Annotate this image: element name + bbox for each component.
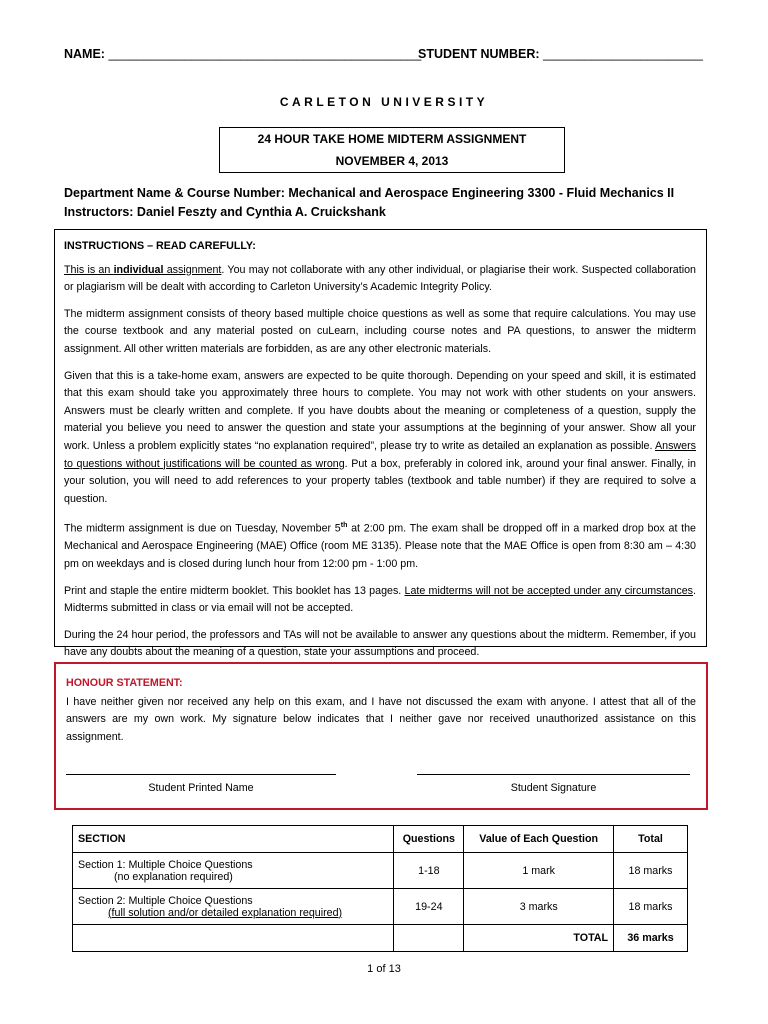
total-label: TOTAL xyxy=(464,925,614,952)
section-name: Section 2: Multiple Choice Questions xyxy=(78,894,253,907)
university-name: CARLETON UNIVERSITY xyxy=(279,95,489,109)
section-cell xyxy=(73,853,394,889)
empty-cell xyxy=(394,925,464,952)
individual-text-a: This is an xyxy=(64,263,114,276)
total-cell: 18 marks xyxy=(614,853,688,889)
total-cell: 18 marks xyxy=(614,889,688,925)
assignment-title: 24 HOUR TAKE HOME MIDTERM ASSIGNMENT xyxy=(257,132,527,146)
section-note: (full solution and/or detailed explanation required) xyxy=(108,906,343,919)
marks-table xyxy=(72,825,688,952)
instructions-paragraph-4 xyxy=(64,517,696,573)
student-number-field[interactable] xyxy=(418,47,703,61)
section-cell xyxy=(73,889,394,925)
instructions-paragraph-1 xyxy=(64,262,696,297)
name-label: NAME: xyxy=(64,47,105,61)
p5-text-c: . Midterms submitted in class or via email will not be accepted. xyxy=(64,584,696,615)
signature-line[interactable] xyxy=(417,774,690,775)
page-number: 1 of 13 xyxy=(367,963,401,975)
assignment-date: NOVEMBER 4, 2013 xyxy=(335,154,449,168)
name-blank[interactable]: _____________________________________________ xyxy=(108,47,422,61)
p4-superscript: th xyxy=(340,522,348,530)
section-note-wrap xyxy=(78,907,388,919)
section-note: (no explanation required) xyxy=(114,870,233,883)
empty-cell xyxy=(73,925,394,952)
table-total-row xyxy=(73,925,688,952)
instructors-line: Instructors: Daniel Feszty and Cynthia A. Cruickshank xyxy=(64,205,386,219)
name-field[interactable] xyxy=(64,47,421,61)
printed-name-label: Student Printed Name xyxy=(148,782,254,794)
p3-text-a: Given that this is a take-home exam, answers are expected to be quite thorough. Depending on your speed and skill, it is estimated that this exam should take you approximately three hours to complete. You may not work with other students on your answers. Answers must be clearly written and complete. If you have doubts about the meaning or completeness of a question, supply the material you believe you need to answer the question and state your assumptions at the beginning of your answer. Show all your work. Unless a problem explicitly states “no explanation required”, please try to write as detailed an explanation as possible. xyxy=(64,369,696,452)
header-section: SECTION xyxy=(73,826,394,853)
instructions-paragraph-5 xyxy=(64,583,696,618)
questions-cell: 1-18 xyxy=(394,853,464,889)
honour-title: HONOUR STATEMENT: xyxy=(66,677,183,689)
header-total: Total xyxy=(614,826,688,853)
instructions-box xyxy=(54,229,707,659)
p4-text-a: The midterm assignment is due on Tuesday, November 5 xyxy=(64,522,341,535)
total-value: 36 marks xyxy=(614,925,688,952)
p3-justification-rule: Answers to questions without justifications will be counted as wrong xyxy=(64,439,696,470)
value-cell: 3 marks xyxy=(464,889,614,925)
instructions-paragraph-2: The midterm assignment consists of theory based multiple choice questions as well as some that require calculations. You may use the course textbook and any material posted on cuLearn, including course notes and PA questions, to answer the midterm assignment. All other written materials are forbidden, as are any other electronic materials. xyxy=(64,307,696,355)
table-row xyxy=(73,853,688,889)
student-number-label: STUDENT NUMBER: xyxy=(418,47,540,61)
header-questions: Questions xyxy=(394,826,464,853)
title-box xyxy=(219,127,565,173)
instructions-paragraph-6: During the 24 hour period, the professors and TAs will not be available to answer any questions about the midterm. Remember, if you have any doubts about the meaning of a question, state your assumptions and proceed. xyxy=(64,628,696,659)
p3-text-c: . Put a box, preferably in colored ink, around your final answer. Finally, in your solution, you will need to add references to your property tables (textbook and table number) if they are required to solve a question. xyxy=(64,457,696,505)
honour-text: I have neither given nor received any help on this exam, and I have not discussed the exam with anyone. I attest that all of the answers are my own work. My signature below indicates that I neither gave nor received unauthorized assistance on this assignment. xyxy=(66,695,696,743)
printed-name-line[interactable] xyxy=(66,774,336,775)
table-row xyxy=(73,889,688,925)
instructions-heading: INSTRUCTIONS – READ CAREFULLY: xyxy=(64,240,256,252)
value-cell: 1 mark xyxy=(464,853,614,889)
individual-emphasis: individual xyxy=(113,263,164,276)
questions-cell: 19-24 xyxy=(394,889,464,925)
p5-late-rule: Late midterms will not be accepted under any circumstances xyxy=(404,584,694,597)
header-value: Value of Each Question xyxy=(464,826,614,853)
department-line: Department Name & Course Number: Mechanical and Aerospace Engineering 3300 - Fluid Mechanics II xyxy=(64,186,675,200)
table-header-row xyxy=(73,826,688,853)
section-name: Section 1: Multiple Choice Questions xyxy=(78,858,253,871)
signature-label: Student Signature xyxy=(510,782,597,794)
student-number-blank[interactable]: _______________________ xyxy=(543,47,703,61)
individual-text-c: assignment xyxy=(163,263,222,276)
p4-text-b: at 2:00 pm. The exam shall be dropped off in a marked drop box at the Mechanical and Aerospace Engineering (MAE) Office (room ME 3135). Please note that the MAE Office is open from 8:30 am – 4:30 pm on weekdays and is closed during lunch hour from 12:00 pm - 1:00 pm. xyxy=(64,522,696,571)
instructions-paragraph-3 xyxy=(64,368,696,509)
p5-text-a: Print and staple the entire midterm booklet. This booklet has 13 pages. xyxy=(64,584,405,597)
individual-text-d: . You may not collaborate with any other individual, or plagiarise their work. Suspected collaboration or plagiarism will be dealt with according to Carleton University’s Academic Integrity Policy. xyxy=(64,263,696,294)
